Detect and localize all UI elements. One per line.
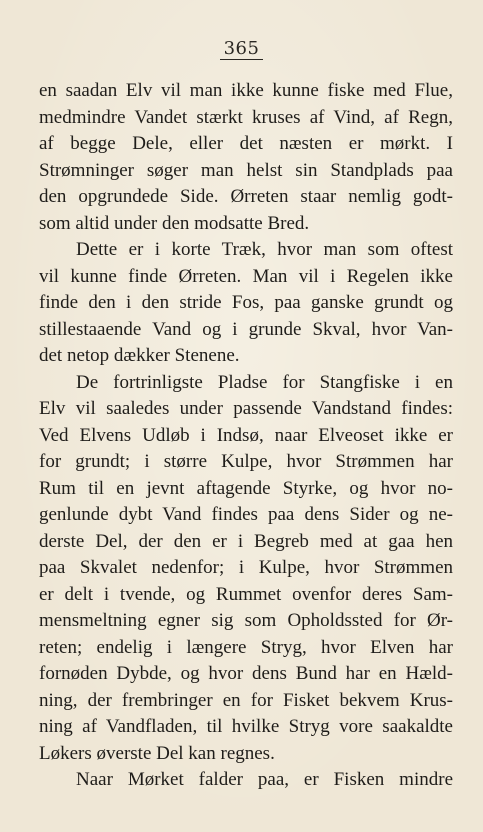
text-line: af begge Dele, eller det næsten er mørkt. I xyxy=(39,133,453,154)
text-line: finde den i den stride Fos, paa ganske grundt og xyxy=(39,292,453,313)
text-line: Rum til en jevnt aftagende Styrke, og hvor no- xyxy=(39,477,453,499)
body-text xyxy=(39,78,453,794)
text-line: Elv vil saaledes under passende Vandstand findes: xyxy=(39,398,453,419)
text-line: Løkers øverste Del kan regnes. xyxy=(39,742,275,764)
text-line: en saadan Elv vil man ikke kunne fiske med Flue, xyxy=(39,80,453,101)
text-line: ning af Vandfladen, til hvilke Stryg vore saakaldte xyxy=(39,716,453,737)
text-line: er delt i tvende, og Rummet ovenfor deres Sam- xyxy=(39,583,453,605)
text-line: paa Skvalet nedenfor; i Kulpe, hvor Strømmen xyxy=(39,557,453,578)
page-number: 365 xyxy=(220,39,264,60)
text-line: mensmeltning egner sig som Opholdssted for Ør- xyxy=(39,610,453,631)
text-line: som altid under den modsatte Bred. xyxy=(39,212,310,234)
text-line: Naar Mørket falder paa, er Fisken mindre xyxy=(76,769,453,790)
text-line: derste Del, der den er i Begreb med at gaa hen xyxy=(39,530,453,552)
text-line: medmindre Vandet stærkt kruses af Vind, af Regn, xyxy=(39,106,453,128)
text-line: genlunde dybt Vand findes paa dens Sider og ne- xyxy=(39,504,453,525)
text-line: det netop dækker Stenene. xyxy=(39,345,240,366)
text-line: reten; endelig i længere Stryg, hvor Elven har xyxy=(39,636,453,658)
text-line: ning, der frembringer en for Fisket bekvem Krus- xyxy=(39,689,453,711)
text-line: stillestaaende Vand og i grunde Skval, hvor Van- xyxy=(39,318,453,340)
text-line: vil kunne finde Ørreten. Man vil i Regelen ikke xyxy=(39,265,453,287)
text-line: Strømninger søger man helst sin Standplads paa xyxy=(39,159,453,181)
text-line: Ved Elvens Udløb i Indsø, naar Elveoset ikke er xyxy=(39,424,453,446)
page-header xyxy=(0,38,483,60)
text-line: Dette er i korte Træk, hvor man som oftest xyxy=(76,239,453,260)
text-line: for grundt; i større Kulpe, hvor Strømmen har xyxy=(39,451,453,472)
text-line: fornøden Dybde, og hvor dens Bund har en Hæld- xyxy=(39,663,453,684)
text-line: den opgrundede Side. Ørreten staar nemlig godt- xyxy=(39,186,453,207)
text-line: De fortrinligste Pladse for Stangfiske i en xyxy=(76,371,453,393)
